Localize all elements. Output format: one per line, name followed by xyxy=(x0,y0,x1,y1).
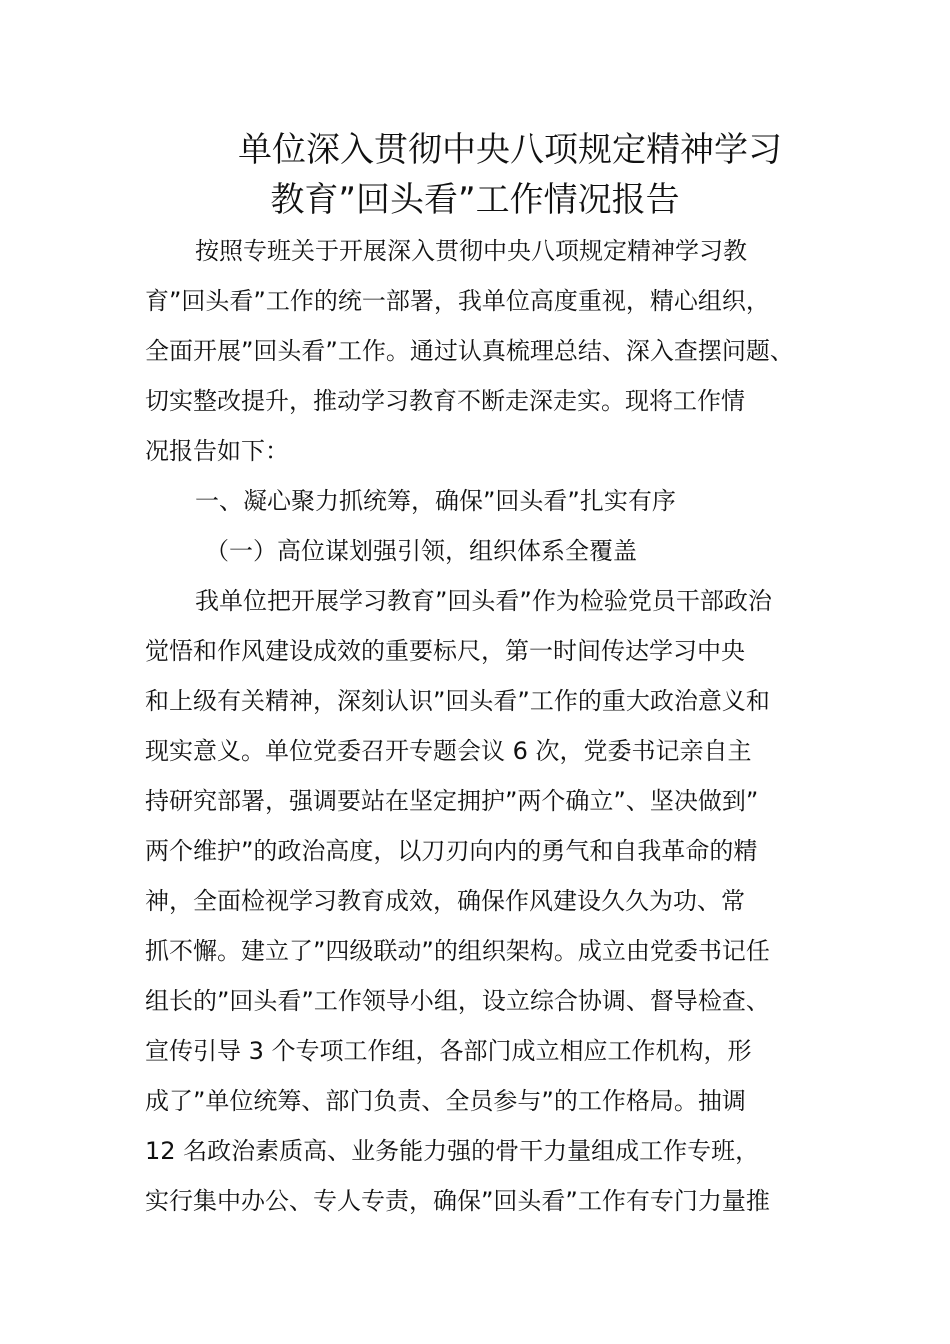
paragraph-line: 12 名政治素质高、业务能力强的骨干力量组成工作专班， xyxy=(145,1137,760,1165)
section-heading: 一、凝心聚力抓统筹，确保”回头看”扎实有序 xyxy=(195,487,676,515)
paragraph-line: 按照专班关于开展深入贯彻中央八项规定精神学习教 xyxy=(195,237,747,265)
paragraph-line: 两个维护”的政治高度，以刀刃向内的勇气和自我革命的精 xyxy=(145,837,758,865)
paragraph-line: 神，全面检视学习教育成效，确保作风建设久久为功、常 xyxy=(145,887,745,915)
paragraph-line: 育”回头看”工作的统一部署，我单位高度重视，精心组织， xyxy=(145,287,770,315)
paragraph-line: 我单位把开展学习教育”回头看”作为检验党员干部政治 xyxy=(195,587,772,615)
paragraph-line: 宣传引导 3 个专项工作组，各部门成立相应工作机构，形 xyxy=(145,1037,752,1065)
paragraph-line: 组长的”回头看”工作领导小组，设立综合协调、督导检查、 xyxy=(145,987,770,1015)
document-title-line-2: 教育”回头看”工作情况报告 xyxy=(270,180,680,220)
paragraph-line: 抓不懈。建立了”四级联动”的组织架构。成立由党委书记任 xyxy=(145,937,770,965)
paragraph-line: 觉悟和作风建设成效的重要标尺，第一时间传达学习中央 xyxy=(145,637,745,665)
paragraph-line: 况报告如下： xyxy=(145,437,289,465)
document-title-line-1: 单位深入贯彻中央八项规定精神学习 xyxy=(238,130,782,170)
document-body xyxy=(145,226,825,1226)
paragraph-line: 切实整改提升，推动学习教育不断走深走实。现将工作情 xyxy=(145,387,745,415)
subsection-heading: （一）高位谋划强引领，组织体系全覆盖 xyxy=(205,537,637,565)
paragraph-line: 成了”单位统筹、部门负责、全员参与”的工作格局。抽调 xyxy=(145,1087,746,1115)
paragraph-line: 和上级有关精神，深刻认识”回头看”工作的重大政治意义和 xyxy=(145,687,770,715)
paragraph-line: 现实意义。单位党委召开专题会议 6 次，党委书记亲自主 xyxy=(145,737,752,765)
paragraph-line: 全面开展”回头看”工作。通过认真梳理总结、深入查摆问题、 xyxy=(145,337,794,365)
paragraph-line: 实行集中办公、专人专责，确保”回头看”工作有专门力量推 xyxy=(145,1187,770,1215)
paragraph-line: 持研究部署，强调要站在坚定拥护”两个确立”、坚决做到” xyxy=(145,787,759,815)
